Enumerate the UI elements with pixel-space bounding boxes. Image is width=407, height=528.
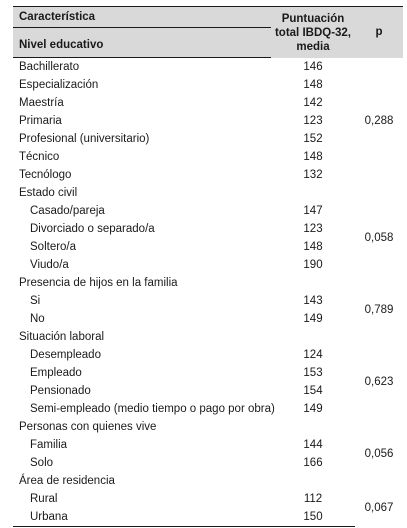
row-score: 123 [303,115,323,127]
row-score: 147 [303,205,323,217]
row-score: 152 [303,133,323,145]
row-label: Viudo/a [30,259,69,271]
group-p-value: 0,067 [364,502,394,515]
group-title-row [13,274,403,292]
row-label: Divorciado o separado/a [30,223,155,235]
row-score: 150 [271,508,355,527]
header-p: p [355,7,403,58]
group-title-p-cell [355,472,403,490]
row-label: Familia [30,439,68,451]
table-row [13,220,403,238]
group-title-p-cell [355,274,403,292]
group-title-p-cell [355,184,403,202]
group-title-p-cell [355,328,403,346]
row-label: Tecnólogo [19,169,72,181]
row-label: Técnico [19,151,60,163]
group-p-value: 0,789 [364,304,394,316]
table-row [13,400,403,418]
row-score: 143 [303,295,323,307]
row-score: 146 [303,60,323,73]
row-label: Rural [30,493,58,505]
table-header [13,7,403,58]
results-table-container [13,6,403,527]
group-p-value: 0,623 [364,376,394,388]
table-row [13,238,403,256]
row-score: 123 [303,223,323,235]
row-label: Bachillerato [19,61,80,73]
header-score-line1: Puntuación [281,13,345,26]
table-row [13,508,403,527]
table-row [13,382,403,400]
row-label: Maestría [19,97,64,109]
header-score-line3: media [296,41,330,54]
group-title-score-cell [271,418,355,436]
group-p-value: 0,058 [364,232,394,244]
row-score: 149 [303,313,323,325]
group-p-value: 0,288 [364,114,394,127]
row-label: Desempleado [30,349,101,361]
table-row [13,130,403,148]
row-score: 132 [303,169,323,181]
table-row [13,454,403,472]
results-table [13,6,403,527]
header-score [271,7,355,58]
row-score: 148 [303,79,323,91]
table-row [13,166,403,184]
table-row [13,490,403,508]
table-row [13,310,403,328]
row-label: Solo [30,457,54,469]
row-label: Especialización [19,79,99,91]
group-title-score-cell [271,274,355,292]
row-label: Empleado [30,367,82,379]
row-score: 112 [303,493,323,505]
group-title: Presencia de hijos en la familia [19,277,178,289]
row-score: 190 [303,259,323,271]
header-characteristic: Característica [13,7,271,28]
row-label: Profesional (universitario) [19,133,150,145]
row-label: Soltero/a [30,241,77,253]
table-row [13,76,403,94]
table-row [13,436,403,454]
row-score: 124 [303,349,323,361]
row-score: 142 [303,97,323,109]
table-row [13,256,403,274]
group-title: Estado civil [19,187,78,199]
group-title-score-cell [271,472,355,490]
row-score: 166 [303,457,323,469]
group-title-p-cell [355,418,403,436]
row-label: Primaria [19,115,62,127]
table-row [13,346,403,364]
row-label: Urbana [13,508,271,527]
header-first-group: Nivel educativo [13,28,271,58]
group-title: Área de residencia [19,475,115,487]
table-row [13,58,403,77]
row-label: No [30,313,45,325]
row-score: 144 [303,439,323,451]
row-label: Si [30,295,41,307]
group-title-row [13,472,403,490]
table-body [13,58,403,527]
group-title: Personas con quienes vive [19,421,157,433]
group-title-row [13,184,403,202]
group-title-score-cell [271,328,355,346]
row-score: 154 [303,385,323,397]
row-score: 149 [303,403,323,415]
table-row [13,94,403,112]
group-title-score-cell [271,184,355,202]
row-label: Casado/pareja [30,205,105,217]
table-row [13,292,403,310]
row-label: Pensionado [30,385,91,397]
group-title: Situación laboral [19,331,105,343]
row-label: Semi-empleado (medio tiempo o pago por obra) [30,403,275,415]
row-score: 148 [303,151,323,163]
group-p-value: 0,056 [364,448,394,460]
group-title-row [13,328,403,346]
table-row [13,202,403,220]
table-row [13,148,403,166]
table-row [13,112,403,130]
group-title-row [13,418,403,436]
row-score: 148 [303,241,323,253]
header-score-line2: total IBDQ-32, [274,27,352,40]
row-score: 153 [303,367,323,379]
table-row [13,364,403,382]
